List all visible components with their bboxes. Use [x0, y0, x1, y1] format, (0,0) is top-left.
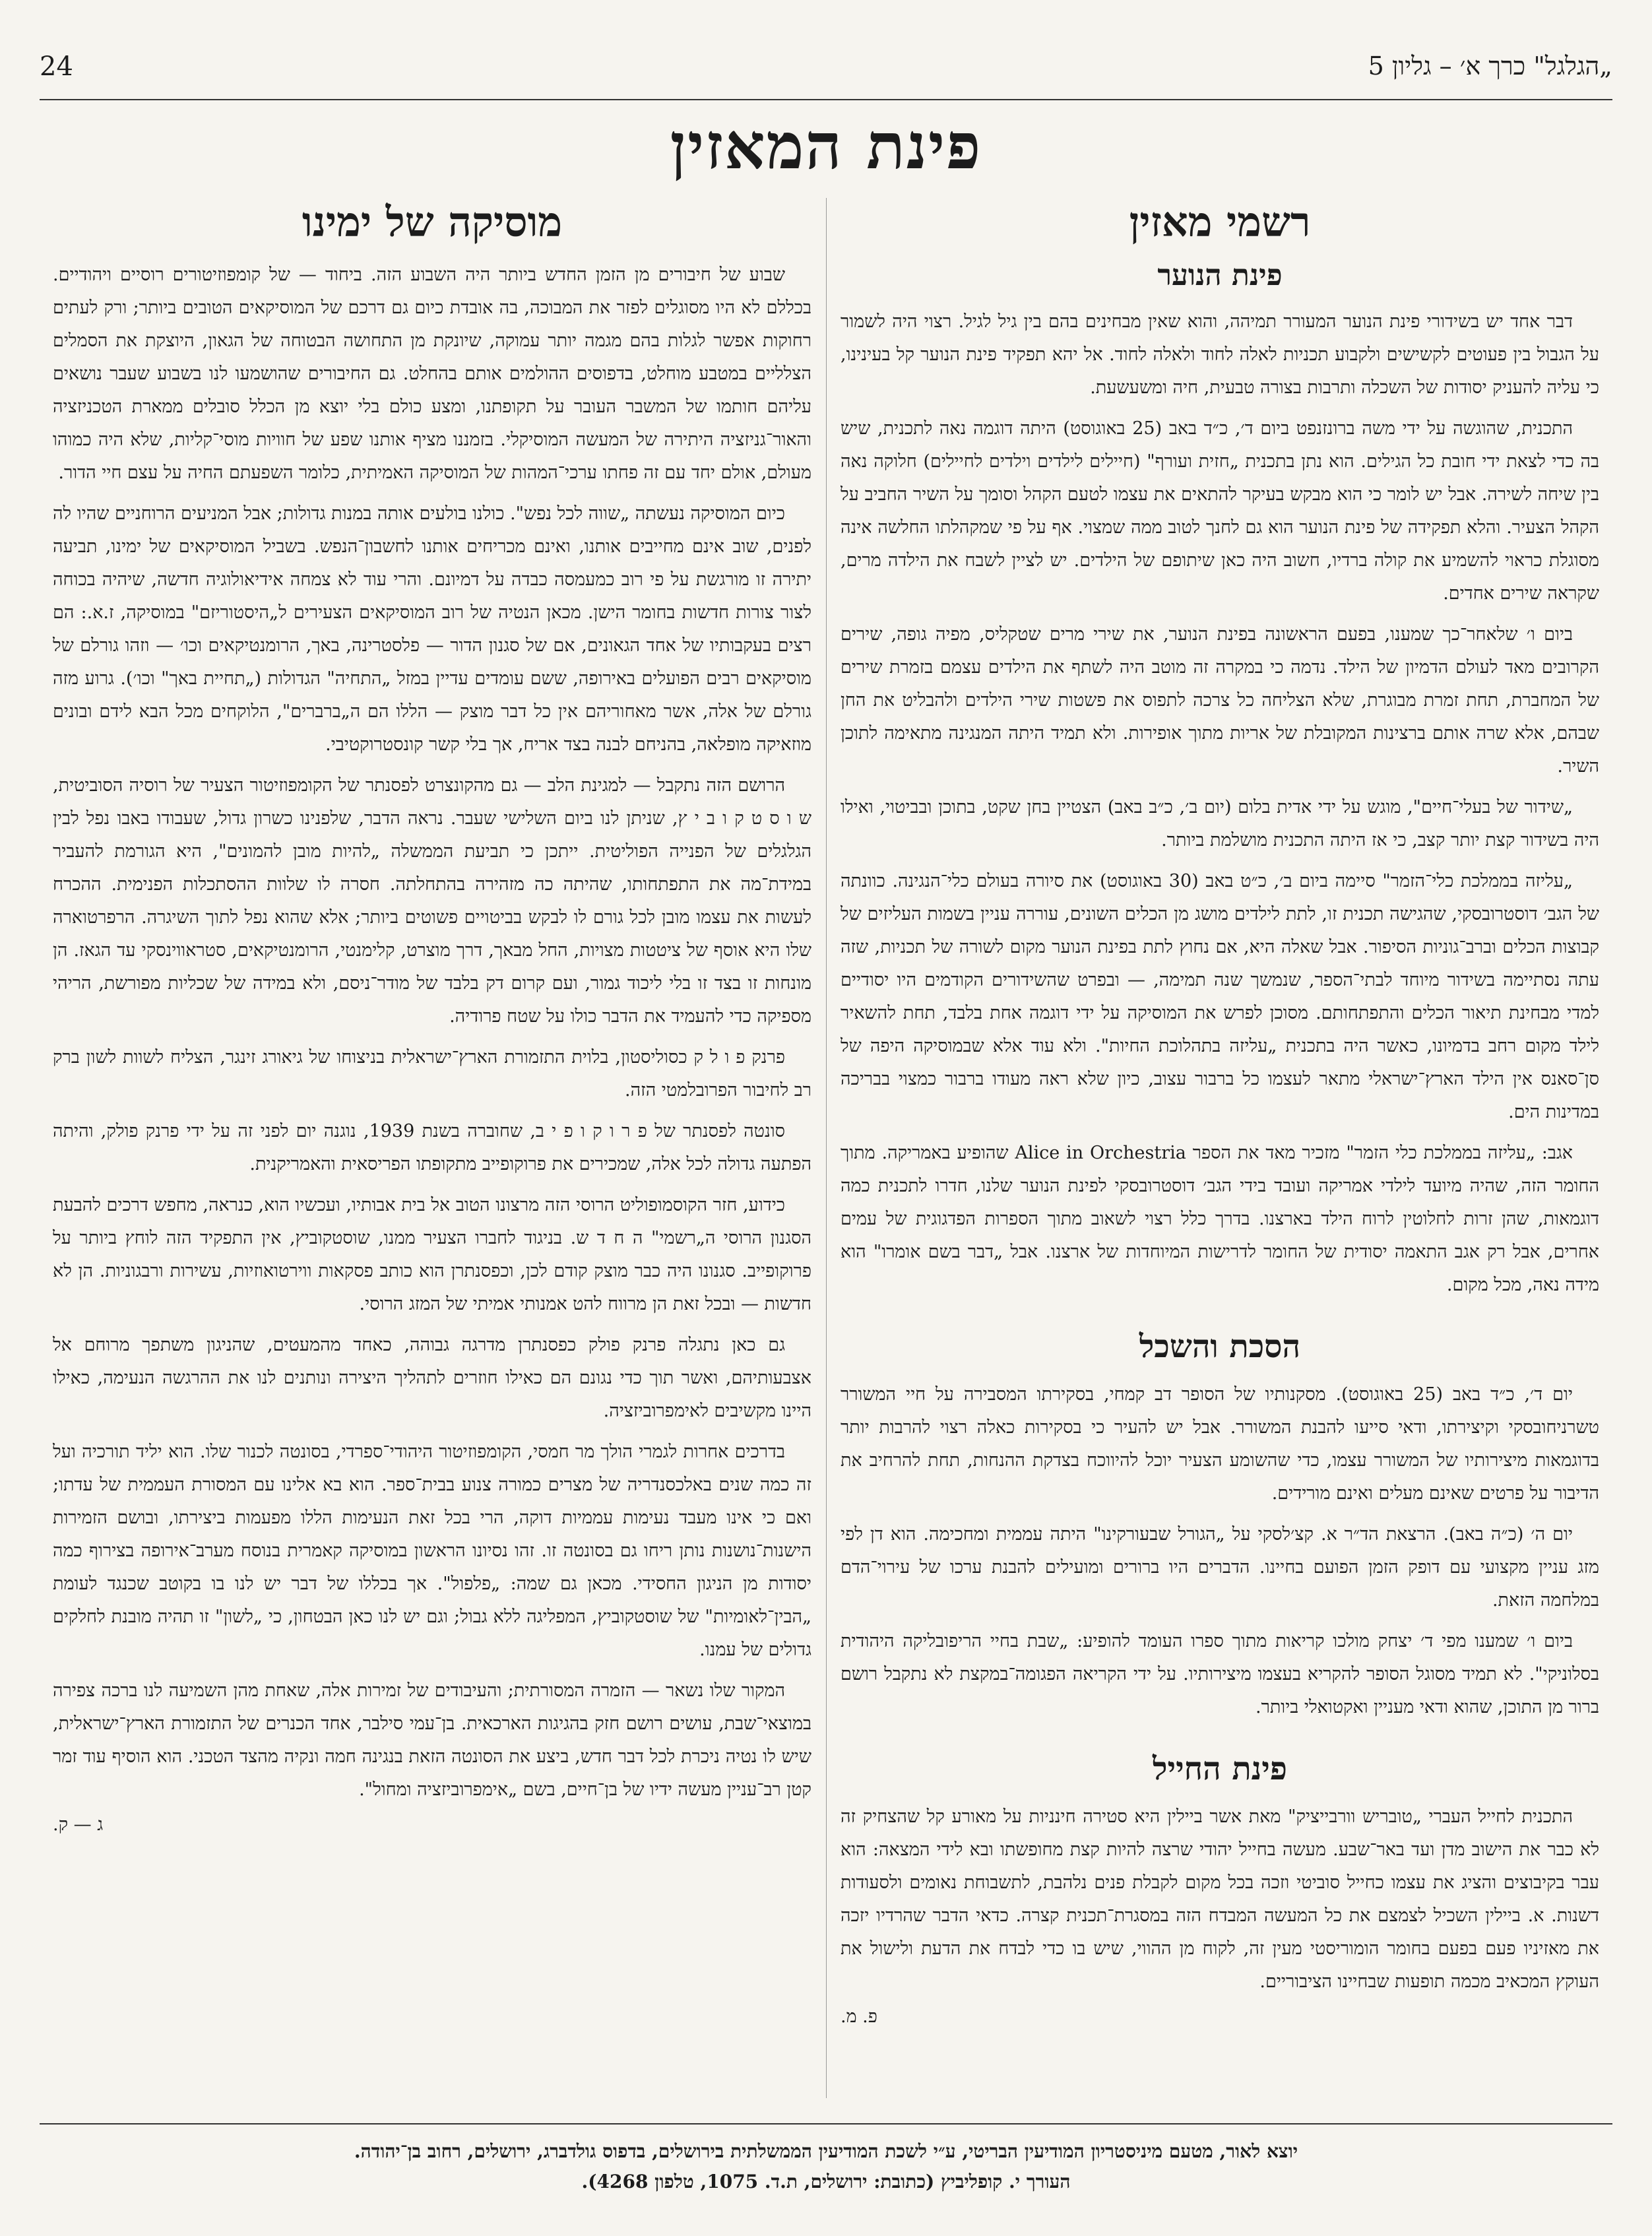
- footer-rule: [40, 2123, 1612, 2124]
- column-title: רשמי מאזין: [1129, 198, 1311, 246]
- imprint-line: יוצא לאור, מטעם מיניסטריון המודיעין הבריטי, ע״י לשכת המודיעין הממשלתית בירושלים, בדפוס גולדברג, ירושלים, רחוב בן־יהודה.: [354, 2140, 1298, 2162]
- page-number: 24: [40, 51, 73, 82]
- article-paragraph: שבוע של חיבורים מן הזמן החדש ביותר היה השבוע הזה. ביחוד — של קומפוזיטורים רוסיים ויהודיים. בכללם לא היו מסוגלים לפזר את המבוכה, בה אובדת כיום גם דרכם של המוסיקאים הטובים ביותר; ורק לעתים רחוקות אפשר לגלות בהם מגמה יותר עמוקה, שיונקת מן התחושה הבטוחה של הגאון, היוצקת את הסמלים הצלליים במטבע מוחלט, בדפוסים ההולמים אותם בהחלט. גם החיבורים שהושמעו לנו בשבוע שעבר נושאים עליהם חותמו של המשבר העובר על תקופתנו, ומצע כולם בלי יוצא מן הכלל סובלים ממארת הטכניזציה והאור־גניזציה היתירה של המעשה המוסיקלי. בזמננו מציף אותנו שפע של חוויות מוסי־קליות, שלא היה כמוהו מעולם, אולם יחד עם זה פחתו ערכי־המהות של המוסיקה האמיתית, כלומר השפעתם החיה על עצם חיי הדור.: [53, 265, 811, 483]
- left-column: [53, 198, 811, 2098]
- article-paragraph: ביום ו׳ שלאחר־כך שמענו, בפעם הראשונה בפינת הנוער, את שירי מרים שטקליס, מפיה גופה, שירים הקרובים מאד לעולם הדמיון של הילד. נדמה כי במקרה זה מוטב היה לשתף את הילדים עצמם בזמרת שירים של המחברת, תחת זמרת מבוגרת, שלא הצליחה כל צרכה לתפוס את פשטות שירי הילדים ולהבליט את החן שבהם, אלא שרה אותם ברצינות המקובלת של אריות מתוך אופירות. ולא תמיד היתה המנגינה מתאימה לתוכן השיר.: [841, 624, 1599, 777]
- article-paragraph: הרושם הזה נתקבל — למגינת הלב — גם מהקונצרט לפסנתר של הקומפוזיטור הצעיר של רוסיה הסוביטית, ש ו ס ט ק ו ב י ץ, שניתן לנו ביום השלישי שעבר. נראה הדבר, שלפנינו כשרון גדול, שעבודו באבו נפל לבין הגלגלים של הפנייה הפוליטית. ייתכן כי תביעת הממשלה „להיות מובן להמונים", היא הגורמת להעביר במידת־מה את התפתחותו, שהיתה כה מזהירה בהתחלתה. חסרה לו שלוות ההסתכלות הפנימית. ההכרח לעשות את עצמו מובן לכל גורם לו לבקש בביטויים פשוטים ביותר; אלא שהוא נפל לתוך השיגרה. הרפרטוארה שלו היא אוסף של ציטטות מצויות, החל מבאך, דרך מוצרט, קלימנטי, הרומנטיקאים, סטראווינסקי עד הגאז. הן מונחות זו בצד זו בלי ליכוד גמור, ועם קרום דק בלבד של מודר־ניסם, ולא במידה של שכליות מפורשת, הריהי מספיקה כדי להעמיד את הדבר כולו על שטח פרודיה.: [53, 775, 811, 1027]
- article-paragraph: התכנית לחייל העברי „טובריש וורבייציק" מאת אשר ביילין היא סטירה חינניות על מאורע קל שהצחיק זה לא כבר את הישוב מדן ועד באר־שבע. מעשה בחייל יהודי שרצה להיות קצת מחופשתו ובא לידי המצאה: הוא עבר בקיבוצים והציג את עצמו כחייל סוביטי וזכה בכל מקום לקבלת פנים נלהבת, לתשבוחת נאומים ולסעודות דשנות. א. ביילין השכיל לצמצם את כל המעשה המבדח הזה במסגרת־תכנית קצרה. כדאי הדבר שהרדיו יזכה את מאזיניו פעם בפעם בחומר הומוריסטי מעין זה, לקוח מן ההווי, שיש בו כדי לבדח את הדעת ולישול את העוקץ המכאיב מכמה תופעות שבחיינו הציבוריים.: [841, 1806, 1599, 1992]
- column-divider: [826, 198, 827, 2098]
- article-paragraph: כידוע, חזר הקוסמופוליט הרוסי הזה מרצונו הטוב אל בית אבותיו, ועכשיו הוא, כנראה, מחפש דרכים להבעת הסגנון הרוסי ה„רשמי" ה ח ד ש. בניגוד לחברו הצעיר ממנו, שוסטקוביץ, אין התפקיד הזה לוחץ ביותר על פרוקופייב. סגנונו היה כבר מוצק קודם לכן, וכפסנתרן הוא כותב פסקאות ווירטואוזיות, עשירות ורבגוניות. הן לא חדשות — ובכל זאת הן מרווח להט אמנותי אמיתי של המזג הרוסי.: [53, 1195, 811, 1314]
- section-heading: הסכת והשכל: [1139, 1328, 1301, 1365]
- article-paragraph: התכנית, שהוגשה על ידי משה ברונזנפט ביום ד׳, כ״ד באב (25 באוגוסט) היתה דוגמה נאה לתכנית, שיש בה כדי לצאת ידי חובת כל הגילים. הוא נתן בתכנית „חזית ועורף" (חיילים לילדים וילדים לחיילים) חלוקה נאה בין שיחה לשירה. אבל יש לומר כי הוא מבקש בעיקר להתאים את עצמו לטעם הקהל וסומך על השיר החביב על הקהל הצעיר. והלא תפקידה של פינת הנוער הוא גם לחנך לטוב ממה שמצוי. אף על פי שמקהלתו החלשה אינה מסוגלת כראוי להשמיע את קולה ברדיו, חשוב היה כאן שיתופם של הילדים. יש לציין לשבח את הילדה מרים, שקראה שירים אחדים.: [841, 418, 1599, 604]
- article-paragraph: כיום המוסיקה נעשתה „שווה לכל נפש". כולנו בולעים אותה במנות גדולות; אבל המניעים הרוחניים שהיו לה לפנים, שוב אינם מחייבים אותנו, ואינם מכריחים אותנו לחשבון־הנפש. בשביל המוסיקאים של ימינו, תביעה יתירה זו מורגשת על פי רוב כמעמסה כבדה על דמיונם. והרי עוד לא צמחה אידיאולוגיה חדשה, שיהיה בכוחה לצור צורות חדשות בחומר הישן. מכאן הנטיה של רוב המוסיקאים הצעירים ל„היסטוריזם" במוסיקה, ז.א.: הם רצים בעקבותיו של אחד הגאונים, אם של סגנון הדור — פלסטרינה, באך, הרומנטיקאים וכו׳ — וזהו גורלם של מוסיקאים רבים הפועלים באירופה, ששם עומדים עדיין במזל „התחיה" הגדולות („תחיית באך" וכו׳). גרוע מזה גורלם של אלה, אשר מאחוריהם אין כל דבר מוצק — הללו הם ה„ברברים", הלוקחים מכל הבא לידם ובונים מוזאיקה מופלאה, בהניחם לבנה בצד אריח, אך בלי קשר קונסטרוקטיבי.: [53, 503, 811, 755]
- masthead: „הגלגל" כרך א׳ – גליון 5: [1368, 51, 1612, 80]
- article-paragraph: המקור שלו נשאר — הזמרה המסורתית; והעיבודים של זמירות אלה, שאחת מהן השמיעה לנו ברכה צפירה במוצאי־שבת, עושים רושם חזק בהגיגות הארכאית. בן־עמי סילבר, אחד הכנרים של התזמורת הארץ־ישראלית, שיש לו נטיה ניכרת לכל דבר חדש, ביצע את הסונטה הזאת בנגינה חמה ונקיה מהצד הטכני. הוא הוסיף עוד זמר קטן רב־עניין מעשה ידיו של בן־חיים, בשם „אימפרוביזציה ומחול".: [53, 1680, 811, 1800]
- top-rule: [40, 99, 1612, 100]
- article-paragraph: אגב: „עליזה בממלכת כלי הזמר" מזכיר מאד את הספר Alice in Orchestria שהופיע באמריקה. מתוך החומר הזה, שהיה מיועד לילדי אמריקה ועובד בידי הגב׳ דוסטרובסקי לפינת הנוער שלנו, חדרו לתכנית כמה דוגמאות, שהן זרות לחלוטין לרוח הילד בארצנו. בדרך כלל רצוי לשאוב מתוך הספרות הפדגוגית של עמים אחרים, אבל רק אגב התאמה יסודית של החומר לדרישות המיוחדות של ארצנו. אבל „דבר בשם אומרו" הוא מידה נאה, מכל מקום.: [841, 1143, 1599, 1295]
- article-paragraph: סונטה לפסנתר של פ ר ו ק ו פ י ב, שחוברה בשנת 1939, נוגנה יום לפני זה על ידי פרנק פולק, והיתה הפתעה גדולה לכל אלה, שמכירים את פרוקופייב מתקופתו הפריסאית והאמריקנית.: [53, 1121, 811, 1174]
- section-heading: פינת הנוער: [1157, 259, 1283, 292]
- imprint-footer: [53, 2136, 1599, 2197]
- article-paragraph: פרנק פ ו ל ק כסוליסטון, בלוית התזמורת הארץ־ישראלית בניצוחו של גיאורג זינגר, הצליח לשוות לשון ברק רב לחיבור הפרובלמטי הזה.: [53, 1047, 811, 1101]
- right-column: [841, 198, 1599, 2098]
- page-header: [40, 51, 1612, 91]
- column-title: מוסיקה של ימינו: [302, 198, 563, 246]
- author-signature: פ. מ.: [841, 2006, 877, 2027]
- article-paragraph: בדרכים אחרות לגמרי הולך מר חמסי, הקומפוזיטור היהודי־ספרדי, בסונטה לכנור שלו. הוא יליד תורכיה ועל זה כמה שנים באלכסנדריה של מצרים כמורה צנוע בבית־ספר. הוא בא אלינו עם המסורת העממית של עדתו; ואם כי אינו מעבד נעימות עממיות דוקה, הרי בכל זאת הנעימות הללו מפעמות ביצירתו, ובושם הזמירות הישנות־נושנות נותן ריחו גם בסונטה זו. זהו נסיונו הראשון במוסיקה קאמרית בנוסח מערב־אירופה בצירוף כמה יסודות מן הניגון החסידי. מכאן גם שמה: „פלפול". אך בכללו של דבר יש לנו בו בקוטב שכנגד לעומת „הבין־לאומיות" של שוסטקוביץ, המפליגה ללא גבול; וגם יש לנו כאן הבטחון, כי „לשון" זו תהיה מובנת לחלקים גדולים של עמנו.: [53, 1442, 811, 1660]
- author-signature: ג — ק.: [53, 1814, 104, 1835]
- article-paragraph: „עליזה בממלכת כלי־הזמר" סיימה ביום ב׳, כ״ט באב (30 באוגוסט) את סיורה בעולם כלי־הנגינה. כוונתה של הגב׳ דוסטרובסקי, שהגישה תכנית זו, לתת לילדים מושג מן הכלים השונים, עוררה עניין בשמות העליזים של קבוצות הכלים וברב־גוניות הסיפור. אבל שאלה היא, אם נחוץ לתת בפינת הנוער מקום לשורה של תכניות, שזה עתה נסתיימה בשידור מיוחד לבתי־הספר, שנמשך שנה תמימה, — ובפרט שהשידורים הקודמים היו יסודיים למדי מבחינת תיאור הכלים והתפתחותם. מסוכן לפרש את המוסיקה על ידי דוגמה אחת בלבד, תחת להשאיר לילד מקום רחב בדמיונו, כאשר היה בתכנית „עליזה בתהלוכת החיות". ולא עוד אלא שבמוסיקה היפה של סן־סאנס אין הילד הארץ־ישראלי מתאר לעצמו כל ברבור עצוב, כיון שלא ראה מעודו ברבור כמצוי בבריכה במדינות הים.: [841, 871, 1599, 1122]
- editor-line: העורך י. קופליביץ (כתובת: ירושלים, ת.ד. 1075, טלפון 4268).: [581, 2171, 1071, 2192]
- article-paragraph: ביום ו׳ שמענו מפי ד׳ יצחק מולכו קריאות מתוך ספרו העומד להופיע: „שבת בחיי הריפובליקה היהודית בסלוניקי". לא תמיד מסוגל הסופר להקריא בעצמו מיצירותיו. על ידי הקריאה הפגומה־במקצת לא נתקבל רושם ברור מן התוכן, שהוא ודאי מעניין ואקטואלי ביותר.: [841, 1631, 1599, 1717]
- article-paragraph: „שידור של בעלי־חיים", מוגש על ידי אדית בלום (יום ב׳, כ״ב באב) הצטיין בחן שקט, בתוכן ובביטוי, ואילו היה בשידור קצת יותר קצב, כי אז היתה התכנית מושלמת ביותר.: [841, 797, 1599, 850]
- section-heading: פינת החייל: [1153, 1750, 1287, 1787]
- article-paragraph: יום ה׳ (כ״ה באב). הרצאת הד״ר א. קצ׳לסקי על „הגורל שבעורקינו" היתה עממית ומחכימה. הוא דן לפי מזג עניין מקצועי עם דופק הזמן הפועם בחיינו. הדברים היו ברורים ומועילים להבנת ערכו של עירוי־הדם במלחמה הזאת.: [841, 1524, 1599, 1611]
- page-title: פינת המאזין: [670, 109, 982, 183]
- article-paragraph: גם כאן נתגלה פרנק פולק כפסנתרן מדרגה גבוהה, כאחד מהמעטים, שהניגון משתפך מרוחם אל אצבעותיהם, ואשר תוך כדי נגונם הם כאילו חוזרים לתהליך היצירה ונותנים לנו את ההרגשה הנעימה, כאילו היינו מקשיבים לאימפרוביזציה.: [53, 1335, 811, 1421]
- article-paragraph: דבר אחד יש בשידורי פינת הנוער המעורר תמיהה, והוא שאין מבחינים בהם בין גיל לגיל. רצוי היה לשמור על הגבול בין פעוטים לקשישים ולקבוע תכניות לאלה לחוד ולאלה לחוד. אל יהא תפקיד פינת הנוער קל בעינינו, כי עליה להעניק יסודות של השכלה ותרבות בצורה טבעית, חיה ומשעשעת.: [841, 311, 1599, 398]
- article-paragraph: יום ד׳, כ״ד באב (25 באוגוסט). מסקנותיו של הסופר דב קמחי, בסקירתו המסבירה על חיי המשורר טשרניחובסקי וקיצירתו, ודאי סייעו להבנת המשורר. אבל יש להעיר כי בסקירות כאלה רצוי להרבות יותר בדוגמאות מיצירותיו של המשורר עצמו, כדי שהשומע הצעיר יוכל להיווכח בצדקת ההנחות, תחת להרחיב את הדיבור על פרטים שאינם מעלים ואינם מורידים.: [841, 1384, 1599, 1504]
